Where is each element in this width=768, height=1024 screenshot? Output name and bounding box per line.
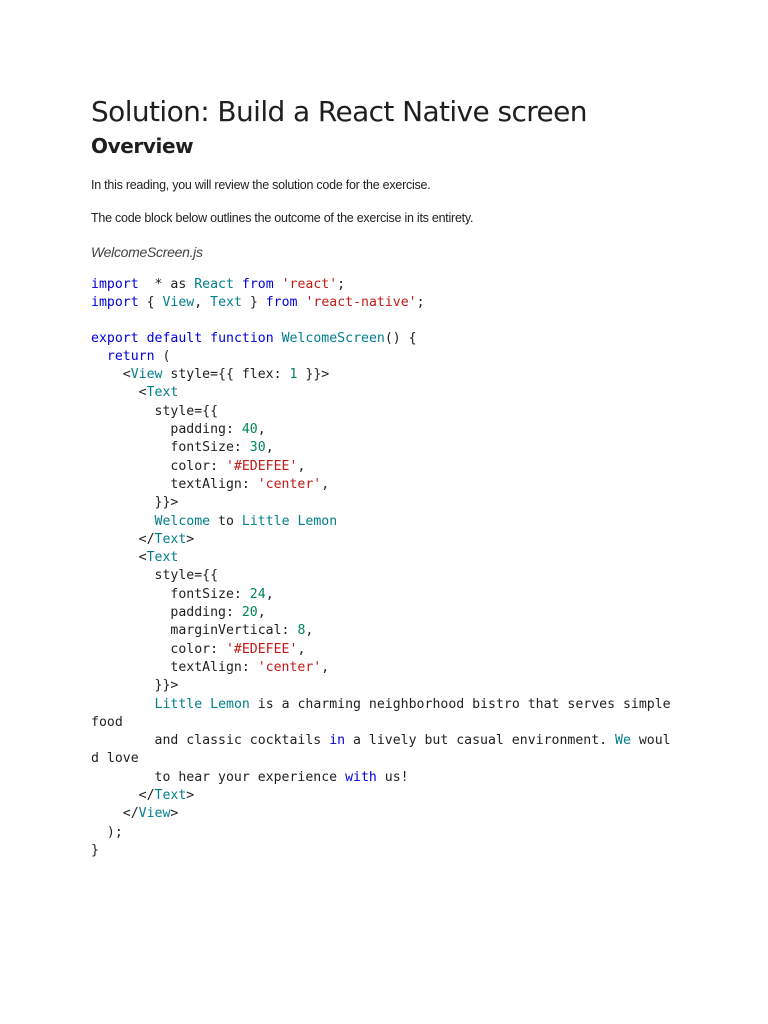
code-token: , — [321, 476, 330, 492]
code-token: } — [241, 295, 266, 311]
code-token: 'center' — [257, 659, 322, 675]
code-token: to — [210, 513, 242, 529]
code-token: Little — [241, 513, 290, 529]
code-token: < — [91, 550, 147, 566]
code-line — [91, 805, 671, 823]
code-line — [91, 732, 671, 750]
code-token: 24 — [249, 586, 266, 602]
code-line — [91, 531, 671, 549]
code-token: </ — [91, 531, 155, 547]
code-line — [91, 384, 671, 402]
code-token: > — [186, 788, 195, 804]
code-line — [91, 842, 671, 860]
code-token: woul — [630, 733, 671, 749]
code-token: style={{ — [91, 568, 219, 584]
code-token: padding: — [91, 422, 242, 438]
code-token: () { — [384, 330, 417, 346]
code-token — [274, 331, 282, 346]
code-token: style={{ flex: — [162, 367, 290, 383]
code-token: food — [91, 714, 123, 730]
code-line — [91, 403, 671, 421]
code-token: }}> — [91, 495, 179, 511]
code-token: 40 — [241, 422, 258, 438]
code-token: fontSize: — [91, 586, 250, 602]
code-token: textAlign: — [91, 659, 258, 675]
code-line — [91, 276, 671, 294]
code-token: , — [305, 623, 314, 639]
code-line — [91, 494, 671, 512]
code-token: > — [186, 531, 195, 547]
code-line — [91, 787, 671, 805]
code-token: }}> — [297, 367, 330, 383]
code-line — [91, 330, 671, 348]
code-token: ); — [91, 824, 123, 840]
code-token: Welcome — [154, 513, 211, 529]
section-heading: Overview — [91, 134, 194, 158]
code-token: default — [146, 330, 203, 346]
code-token: color: — [91, 641, 226, 657]
code-token: </ — [91, 806, 139, 822]
code-token: < — [91, 367, 131, 383]
code-line — [91, 476, 671, 494]
code-token: and classic cocktails — [91, 733, 330, 749]
code-line — [91, 604, 671, 622]
code-line — [91, 513, 671, 531]
code-token: marginVertical: — [91, 623, 298, 639]
code-token: , — [257, 605, 266, 621]
code-token: to hear your experience — [91, 769, 346, 785]
code-token: , — [194, 295, 211, 311]
code-token — [202, 697, 210, 712]
code-token: ; — [416, 295, 425, 311]
code-filename: WelcomeScreen.js — [91, 244, 203, 260]
code-line — [91, 769, 671, 787]
code-token: Text — [154, 788, 187, 804]
code-token: a lively but casual environment. — [345, 733, 616, 749]
code-line — [91, 567, 671, 585]
code-token: We — [615, 733, 631, 749]
code-token: with — [345, 769, 377, 785]
code-token — [274, 277, 282, 292]
code-token: in — [329, 733, 346, 749]
code-token: , — [321, 659, 330, 675]
code-token: } — [91, 842, 99, 858]
code-line — [91, 366, 671, 384]
code-line — [91, 714, 671, 732]
code-token: ; — [337, 277, 346, 292]
code-line — [91, 659, 671, 677]
code-token — [139, 331, 147, 346]
code-token: 1 — [289, 367, 298, 383]
code-token — [202, 331, 210, 346]
code-line — [91, 750, 671, 768]
code-token: export — [91, 330, 139, 346]
code-token: , — [265, 440, 274, 456]
code-token: }}> — [91, 678, 179, 694]
code-token: import — [91, 277, 139, 292]
code-token: fontSize: — [91, 440, 250, 456]
code-line — [91, 641, 671, 659]
code-token: Text — [146, 550, 179, 566]
code-token: style={{ — [91, 403, 219, 419]
code-token: WelcomeScreen — [281, 330, 385, 346]
code-token — [234, 277, 242, 292]
code-token: color: — [91, 458, 226, 474]
code-line — [91, 458, 671, 476]
code-token: from — [241, 277, 274, 292]
code-token — [91, 349, 107, 364]
code-block — [91, 276, 671, 860]
code-token: , — [297, 458, 306, 474]
code-token: ( — [154, 348, 171, 364]
code-token: Text — [146, 385, 179, 401]
code-token: d love — [91, 751, 139, 767]
code-token: 20 — [241, 605, 258, 621]
code-line — [91, 439, 671, 457]
code-token: < — [91, 385, 147, 401]
code-token: { — [138, 295, 163, 311]
code-token: padding: — [91, 605, 242, 621]
code-description-paragraph: The code block below outlines the outcome of the exercise in its entirety. — [91, 211, 474, 225]
code-token: , — [257, 422, 266, 438]
code-token: textAlign: — [91, 476, 258, 492]
code-token: 'react' — [281, 277, 338, 292]
code-line — [91, 622, 671, 640]
code-token: return — [106, 348, 155, 364]
code-token: , — [297, 641, 306, 657]
code-token: > — [170, 806, 179, 822]
code-token: Little — [154, 696, 203, 712]
code-token: Text — [210, 295, 242, 311]
code-blank-line — [91, 313, 671, 330]
code-token: </ — [91, 788, 155, 804]
page-title: Solution: Build a React Native screen — [91, 95, 587, 128]
code-token: function — [210, 330, 274, 346]
code-token — [91, 514, 155, 529]
code-token: is a charming neighborhood bistro that serves simple — [249, 696, 671, 712]
code-line — [91, 549, 671, 567]
code-token: React — [194, 277, 234, 292]
code-token: '#EDEFEE' — [225, 458, 298, 474]
code-token: View — [130, 367, 163, 383]
code-token: 'center' — [257, 476, 322, 492]
code-token: '#EDEFEE' — [225, 641, 298, 657]
code-token: , — [265, 586, 274, 602]
code-token: 30 — [249, 440, 266, 456]
code-token: from — [265, 295, 298, 311]
code-token: 'react-native' — [305, 295, 417, 311]
code-line — [91, 696, 671, 714]
code-line — [91, 824, 671, 842]
intro-paragraph: In this reading, you will review the solution code for the exercise. — [91, 178, 431, 192]
code-line — [91, 294, 671, 312]
code-line — [91, 586, 671, 604]
code-token: View — [162, 295, 195, 311]
code-token: import — [91, 295, 139, 311]
code-line — [91, 677, 671, 695]
code-token: Text — [154, 531, 187, 547]
code-token: * as — [138, 277, 195, 292]
code-line — [91, 348, 671, 366]
code-token: us! — [376, 769, 409, 785]
code-token: 8 — [297, 623, 306, 639]
code-token: Lemon — [297, 513, 338, 529]
code-token: Lemon — [210, 696, 250, 712]
code-token — [91, 697, 155, 712]
code-token: View — [138, 806, 171, 822]
code-line — [91, 421, 671, 439]
